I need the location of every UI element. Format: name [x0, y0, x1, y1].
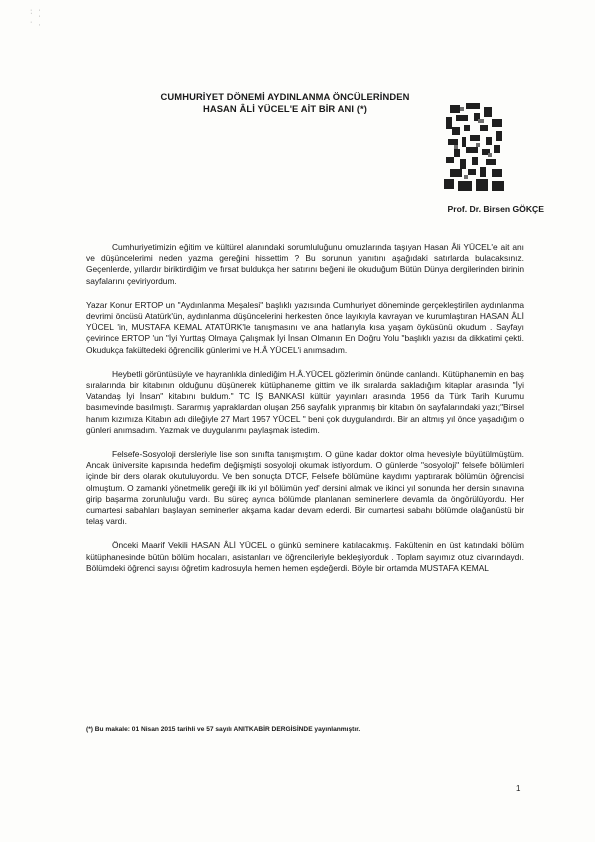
article-body [86, 242, 524, 587]
paragraph-5-text: Önceki Maarif Vekili HASAN ÂLİ YÜCEL o günkü seminere katılacakmış. Fakültenin en üst katındaki bölüm kütüphanesinde bütün bölüm hocaları, asistanları ve öğrencileriyle bekleşiyorduk . Toplam sayımız otuz civarındaydı. Bölümdeki öğrenci sayısı öğretim kadrosuyla hemen hemen eşdeğerdi. Böyle bir ortamda MUSTAFA KEMAL [86, 540, 524, 573]
paragraph-5 [86, 540, 524, 574]
paragraph-4 [86, 449, 524, 527]
paragraph-1 [86, 242, 524, 287]
footnote: (*) Bu makale: 01 Nisan 2015 tarihli ve 57 sayılı ANITKABİR DERGİSİNDE yayınlanmıştır. [86, 726, 361, 733]
article-title-line2: HASAN ÂLİ YÜCEL'E AİT BİR ANI (*) [202, 103, 368, 114]
author-name: Prof. Dr. Birsen GÖKÇE [447, 204, 544, 214]
author-photo [440, 99, 510, 197]
scan-marks: · · ˈ · · ˌ [30, 7, 43, 26]
paragraph-1-text: Cumhuriyetimizin eğitim ve kültürel alanındaki sorumluluğunu omuzlarında taşıyan Hasan Âli YÜCEL'e ait anı ve düşüncelerimi neden yazma gereğini hissettim ? Bu sorunun yanıtını aşağıdaki satırlarda bulacaksınız. Geçenlerde, yıllardır biriktirdiğim ve fırsat buldukça her satırını beğeni ile okuduğum Bütün Dünya dergilerinden birinin sayfalarını çeviriyordum. [86, 242, 524, 286]
paragraph-3-text: Heybetli görüntüsüyle ve hayranlıkla dinlediğim H.Â.YÜCEL gözlerimin önünde canlandı. Kütüphanemin en baş sıralarında bir kitabının olduğunu düşünerek kütüphaneme gittim ve ilk sıralarda sakladığım kitaplar arasında "İyi Vatandaş İyi İnsan" kitabını buldum." TC İŞ BANKASI kültür yayınları arasında 1956 da Türk Tarih Kurumu basımevinde basılmıştı. Sararmış yapraklardan oluşan 256 sayfalık yıpranmış bir kitabın ön sayfalarındaki yazı;"Birsel hanım kızımıza Kitabın adı dileğiyle 27 Mart 1957 YÜCEL " beni çok duygulandırdı. Bir an altmış yıl önce yaşadığım o günleri anımsadım. Yazmak ve duygularımı paylaşmak istedim. [86, 368, 524, 435]
paragraph-4-text: Felsefe-Sosyoloji dersleriyle lise son sınıfta tanışmıştım. O güne kadar doktor olma hevesiyle büyütülmüştüm. Ancak üniversite kapısında hedefim değişmişti sosyoloji okumak istiyordum. O günlerde "sosyoloji" felsefe bölümleri içinde bir ders olarak okutuluyordu. Ve ben sonuçta DTCF, Felsefe bölümüne kaydımı yaptırarak bölümün öğrencisi olmuştum. O zamanki yönetmelik gereği ilk iki yıl bölümün yed' dersini almak ve ikinci yıl sonunda her dersin sınavına girip başarma zorunluluğu vardı. Bu süreç ayrıca bölümde planlanan seminerlere devamla da öngörülüyordu. Her cumartesi sabahları başlayan seminerler akşama kadar devam ederdi. Bir cumartesi sabahı bölümde olağanüstü bir telaş vardı. [86, 449, 524, 527]
paragraph-3 [86, 369, 524, 436]
paragraph-2 [86, 300, 524, 356]
paragraph-2-text: Yazar Konur ERTOP un "Aydınlanma Meşalesi" başlıklı yazısında Cumhuriyet döneminde gerçekleştirilen aydınlanma devrimi öncüsü Atatürk'ün, aydınlanma düşüncelerini herkesten önce layıkıyla kavrayan ve kurumlaştıran HASAN ÂLİ YÜCEL 'in, MUSTAFA KEMAL ATATÜRK'le tanışmasını ve ana hatlarıyla kısa yaşam öyküsünü okudum . Sayfayı çevirince ERTOP 'un "İyi Yurttaş Olmaya Çalışmak İyi İnsan Olmanın En Doğru Yolu "başlıklı yazısı da dikkatimi çekti. Okudukça fakültedeki öğrencilik günlerimi ve H.Â YÜCEL'i anımsadım. [86, 299, 524, 355]
article-title-line1: CUMHURİYET DÖNEMİ AYDINLANMA ÖNCÜLERİNDEN [160, 91, 410, 102]
page-number: 1 [516, 784, 521, 793]
